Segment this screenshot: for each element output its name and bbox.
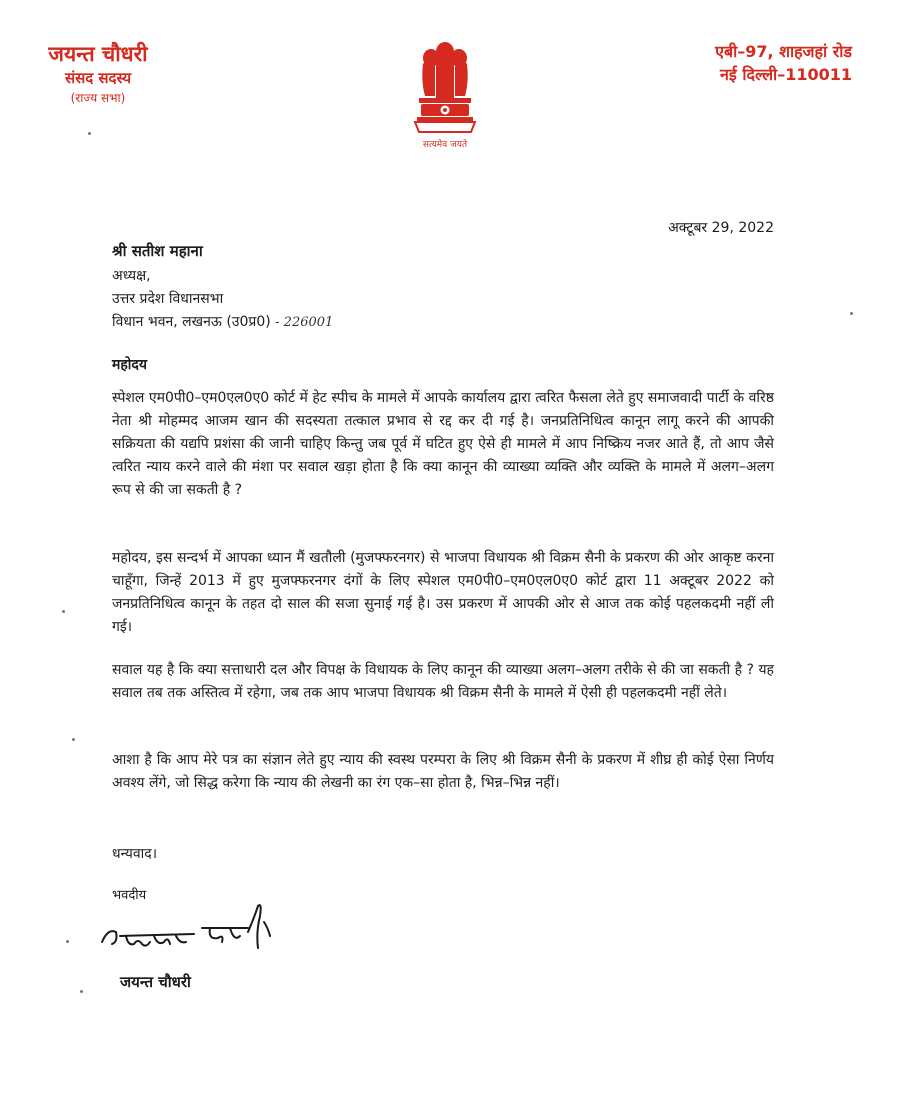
scan-speck xyxy=(850,312,853,315)
recipient-line-3 xyxy=(112,312,333,331)
recipient-line-2: उत्तर प्रदेश विधानसभा xyxy=(112,291,224,307)
closing-yours: भवदीय xyxy=(112,888,147,903)
body-paragraph-4: आशा है कि आप मेरे पत्र का संज्ञान लेते हुए न्याय की स्वस्थ परम्परा के लिए श्री विक्रम सैनी के प्रकरण में शीघ्र ही कोई ऐसा निर्णय अवश्य लेंगे, जो सिद्ध करेगा कि न्याय की लेखनी का रंग एक–सा होता है, भिन्न–भिन्न नहीं। xyxy=(112,752,774,791)
salutation: महोदय xyxy=(112,357,147,373)
address-line-1: एबी–97, शाहजहां रोड xyxy=(715,42,852,61)
scan-speck xyxy=(72,738,75,741)
closing-thanks: धन्यवाद। xyxy=(112,846,158,862)
body-paragraph-2: महोदय, इस सन्दर्भ में आपका ध्यान मैं खतौली (मुजफ्फरनगर) से भाजपा विधायक श्री विक्रम सैनी के प्रकरण की ओर आकृष्ट करना चाहूँगा, जिन्हें 2013 में हुए मुजफ्फरनगर दंगों के लिए स्पेशल एम0पी0–एम0एल0ए0 कोर्ट द्वारा 11 अक्टूबर 2022 को जनप्रतिनिधित्व कानून के तहत दो साल की सजा सुनाई गई है। उस प्रकरण में आपकी ओर से आज तक कोई पहलकदमी नहीं ली गई। xyxy=(112,550,774,635)
sender-name: जयन्त चौधरी xyxy=(48,42,148,66)
sender-house: (राज्य सभा) xyxy=(70,91,126,105)
handwritten-pincode: - 226001 xyxy=(275,315,334,330)
scan-speck xyxy=(62,610,65,613)
handwritten-signature-icon xyxy=(98,898,276,956)
recipient-line-1: अध्यक्ष, xyxy=(112,268,151,284)
sender-role: संसद सदस्य xyxy=(64,69,132,87)
letter-date: अक्टूबर 29, 2022 xyxy=(668,220,774,236)
body-paragraph-3: सवाल यह है कि क्या सत्ताधारी दल और विपक्ष के विधायक के लिए कानून की व्याख्या अलग–अलग तरीके से की जा सकती है ? यह सवाल तब तक अस्तित्व में रहेगा, जब तक आप भाजपा विधायक श्री विक्रम सैनी के मामले में ऐसी ही पहलकदमी नहीं लेते। xyxy=(112,662,774,701)
national-emblem-icon xyxy=(405,38,485,138)
body-paragraph-1: स्पेशल एम0पी0–एम0एल0ए0 कोर्ट में हेट स्पीच के मामले में आपके कार्यालय द्वारा त्वरित फैसला लेते हुए समाजवादी पार्टी के वरिष्ठ नेता श्री मोहम्मद आजम खान की सदस्यता तत्काल प्रभाव से रद्द कर दी गई है। जनप्रतिनिधित्व कानून लागू करने की आपकी सक्रियता की यद्यपि प्रशंसा की जानी चाहिए किन्तु जब पूर्व में घटित हुए ऐसे ही मामले में आप निष्क्रिय नजर आते हैं, तो आप जैसे त्वरित न्याय करने वाले की मंशा पर सवाल खड़ा होता है कि क्या कानून की व्याख्या व्यक्ति और व्यक्ति के मामले में अलग–अलग रूप से की जा सकती है ? xyxy=(112,390,774,498)
recipient-address: विधान भवन, लखनऊ (उ0प्र0) xyxy=(112,314,271,330)
scan-speck xyxy=(88,132,91,135)
emblem-motto: सत्यमेव जयते xyxy=(422,140,468,150)
recipient-name: श्री सतीश महाना xyxy=(112,242,203,260)
scan-speck xyxy=(80,990,83,993)
signatory-name: जयन्त चौधरी xyxy=(120,973,191,991)
address-line-2: नई दिल्ली–110011 xyxy=(720,65,852,84)
scan-speck xyxy=(66,940,69,943)
